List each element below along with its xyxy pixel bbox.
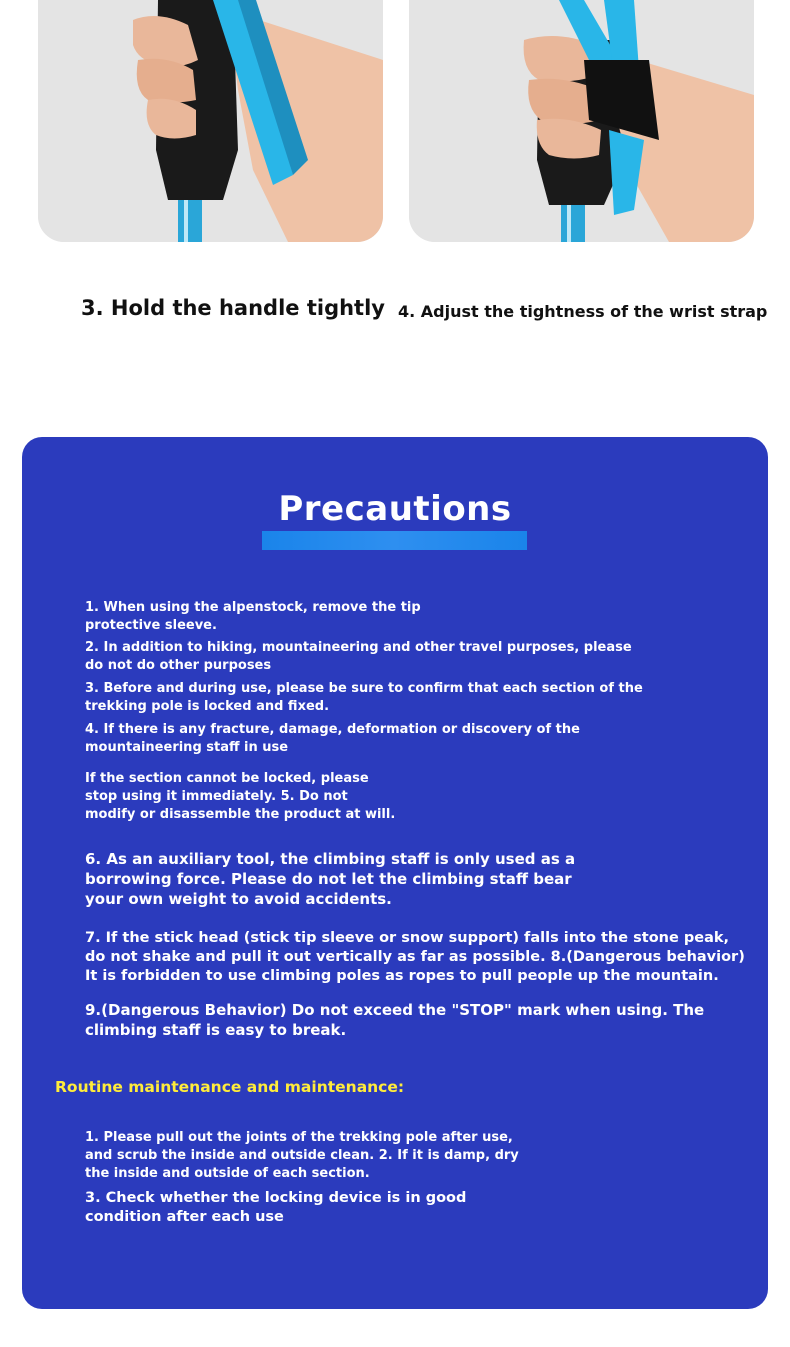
maintenance-item: 1. Please pull out the joints of the trekking pole after use, and scrub the inside and outside clean. 2. If it is damp, dry the inside and outside of each section. [85, 1130, 519, 1181]
photo-adjust-strap [409, 0, 754, 242]
precaution-item: If the section cannot be locked, please stop using it immediately. 5. Do not modify or disassemble the product at will. [85, 771, 396, 822]
title-underline-bar [262, 531, 527, 550]
hand-adjusting-strap-illustration [409, 0, 754, 242]
precaution-item: 7. If the stick head (stick tip sleeve or snow support) falls into the stone peak, do not shake and pull it out vertically as far as possible. 8.(Dangerous behavior) It is forbidden to use climbing poles as ropes to pull people up the mountain. [85, 930, 745, 984]
hand-gripping-handle-illustration [38, 0, 383, 242]
caption-hold-handle: 3. Hold the handle tightly [81, 296, 385, 320]
caption-adjust-strap: 4. Adjust the tightness of the wrist strap [398, 302, 768, 321]
precaution-item: 4. If there is any fracture, damage, deformation or discovery of the mountaineering staff in use [85, 722, 580, 755]
precautions-panel [22, 437, 768, 1309]
precaution-item: 9.(Dangerous Behavior) Do not exceed the "STOP" mark when using. The climbing staff is easy to break. [85, 1001, 705, 1039]
precautions-title: Precautions [278, 489, 512, 529]
precaution-item: 2. In addition to hiking, mountaineering and other travel purposes, please do not do other purposes [85, 640, 632, 673]
maintenance-heading: Routine maintenance and maintenance: [55, 1078, 405, 1096]
precaution-item: 6. As an auxiliary tool, the climbing staff is only used as a borrowing force. Please do not let the climbing staff bear your own weight to avoid accidents. [85, 850, 576, 908]
precaution-item: 1. When using the alpenstock, remove the tip protective sleeve. [85, 600, 421, 633]
photo-hold-handle [38, 0, 383, 242]
maintenance-item: 3. Check whether the locking device is in good condition after each use [85, 1190, 467, 1225]
precaution-item: 3. Before and during use, please be sure to confirm that each section of the trekking pole is locked and fixed. [85, 681, 643, 714]
